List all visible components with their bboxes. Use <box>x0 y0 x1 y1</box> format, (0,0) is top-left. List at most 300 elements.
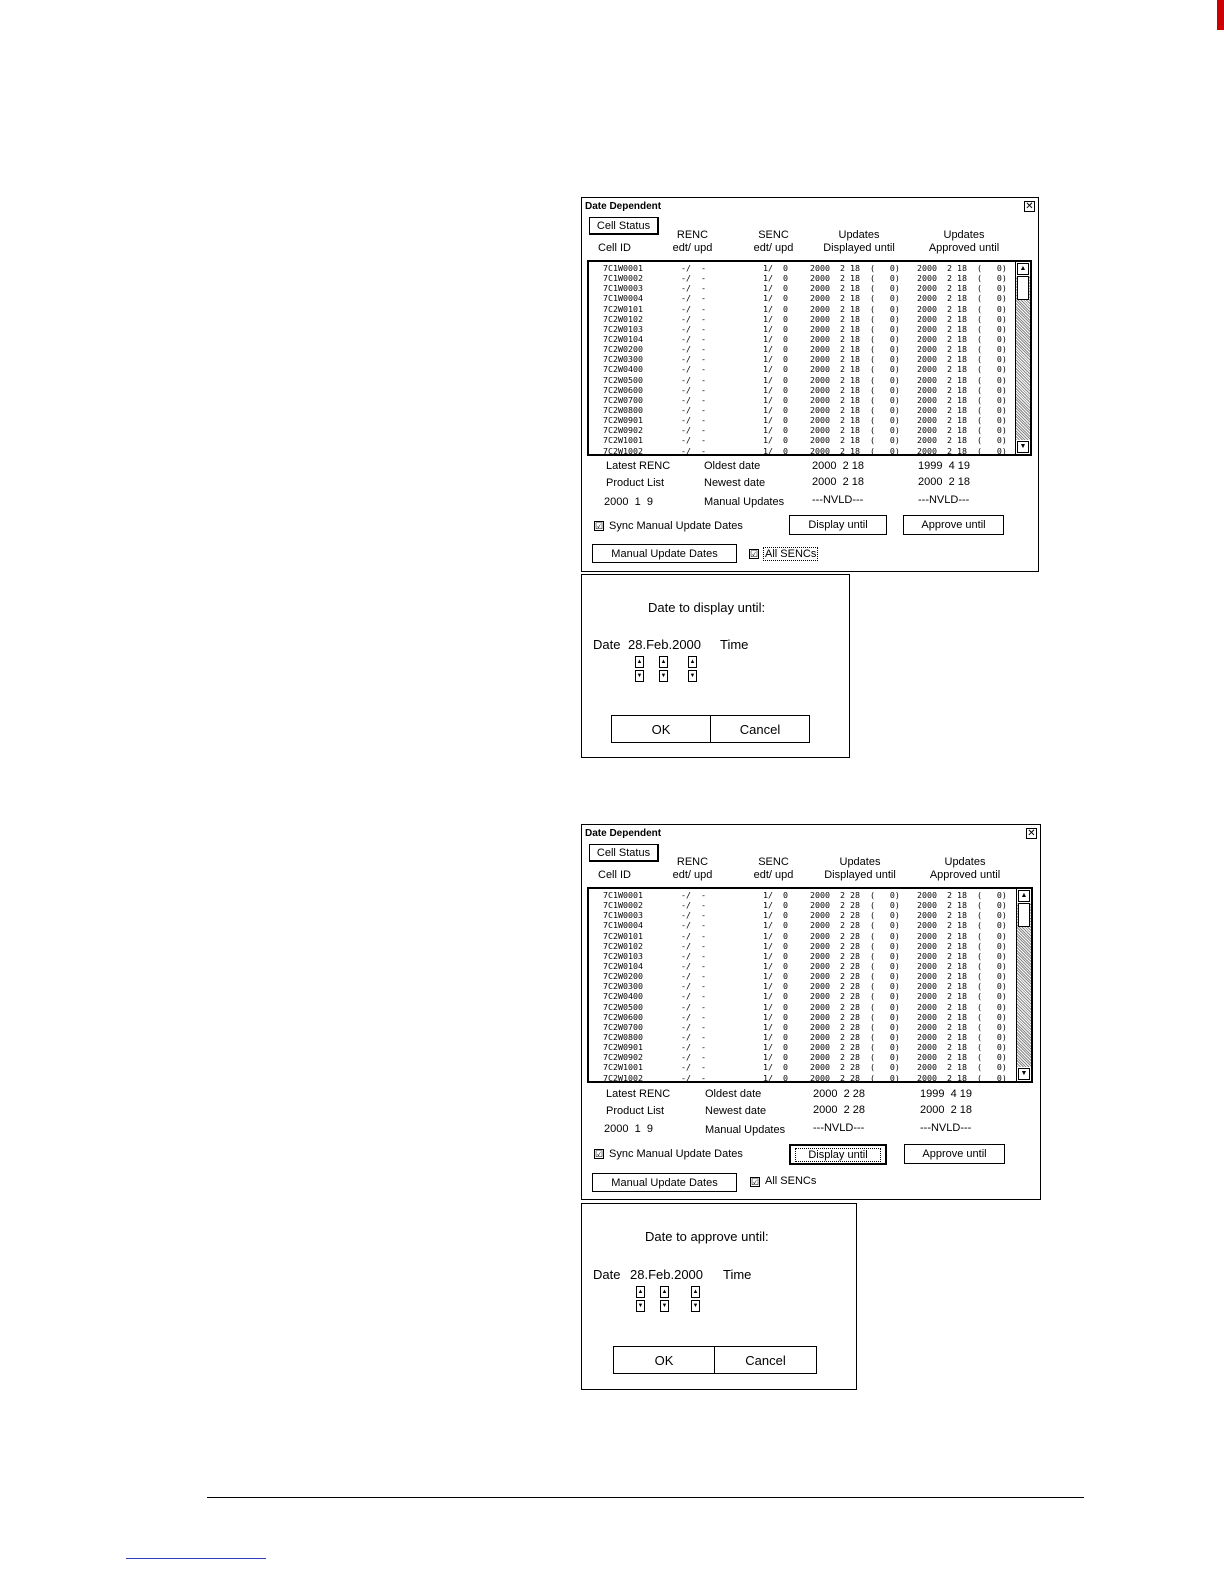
table-row[interactable] <box>589 1062 1018 1072</box>
renc-value: -/ - <box>681 404 706 415</box>
senc-value: 1/ 0 <box>763 900 788 911</box>
day-spinner[interactable] <box>635 656 644 683</box>
approved-until-value: 2000 2 18 ( 0) <box>917 435 1007 446</box>
senc-value: 1/ 0 <box>763 364 788 375</box>
displayed-until-value: 2000 2 18 ( 0) <box>810 354 900 365</box>
scrollbar-track[interactable] <box>1017 903 1031 1067</box>
ok-button[interactable]: OK <box>613 1346 715 1374</box>
cell-id: 7C2W1001 <box>603 1062 643 1073</box>
oldest-approved-value: 1999 4 19 <box>920 1088 972 1100</box>
table-row[interactable] <box>589 971 1018 981</box>
year-spinner[interactable] <box>691 1286 700 1313</box>
senc-value: 1/ 0 <box>763 273 788 284</box>
approved-until-value: 2000 2 18 ( 0) <box>917 1031 1007 1042</box>
cell-id: 7C2W0400 <box>603 364 643 375</box>
displayed-until-value: 2000 2 28 ( 0) <box>810 991 900 1002</box>
displayed-until-value: 2000 2 28 ( 0) <box>810 930 900 941</box>
month-down-icon[interactable]: ▼ <box>660 1300 669 1312</box>
displayed-until-value: 2000 2 18 ( 0) <box>810 415 900 426</box>
day-up-icon[interactable]: ▲ <box>636 1286 645 1298</box>
renc-header-bottom: edt/ upd <box>672 869 713 881</box>
approved-until-value: 2000 2 18 ( 0) <box>917 415 1007 426</box>
footer-rule <box>207 1497 1084 1498</box>
renc-value: -/ - <box>681 354 706 365</box>
table-row[interactable] <box>589 304 1017 314</box>
displayed-until-value: 2000 2 28 ( 0) <box>810 960 900 971</box>
approved-until-value: 2000 2 18 ( 0) <box>917 283 1007 294</box>
cell-id: 7C2W0102 <box>603 313 643 324</box>
approve-until-button[interactable]: Approve until <box>903 515 1004 535</box>
displayed-until-value: 2000 2 18 ( 0) <box>810 445 900 456</box>
table-row[interactable] <box>589 1022 1018 1032</box>
displayed-until-value: 2000 2 18 ( 0) <box>810 374 900 385</box>
scrollbar-track[interactable] <box>1016 276 1030 440</box>
manual-updates-label: Manual Updates <box>704 496 785 508</box>
table-row[interactable] <box>589 314 1017 324</box>
cell-list[interactable] <box>587 887 1033 1083</box>
renc-value: -/ - <box>681 364 706 375</box>
all-sencs-checkbox[interactable]: ☑ <box>751 1177 760 1187</box>
table-row[interactable] <box>589 1073 1018 1083</box>
table-row[interactable] <box>589 263 1017 273</box>
cell-status-button[interactable]: Cell Status <box>589 844 659 862</box>
day-down-icon[interactable]: ▼ <box>635 670 644 682</box>
month-spinner[interactable] <box>659 656 668 683</box>
renc-value: -/ - <box>681 940 706 951</box>
table-row[interactable] <box>589 293 1017 303</box>
cell-id: 7C2W0500 <box>603 1001 643 1012</box>
approved-until-value: 2000 2 18 ( 0) <box>917 920 1007 931</box>
cell-id: 7C2W0901 <box>603 1042 643 1053</box>
time-label: Time <box>720 637 749 652</box>
renc-value: -/ - <box>681 950 706 961</box>
cell-id: 7C2W0800 <box>603 1031 643 1042</box>
approved-until-value: 2000 2 18 ( 0) <box>917 354 1007 365</box>
scrollbar-thumb[interactable] <box>1017 276 1029 300</box>
renc-header <box>670 229 715 255</box>
cancel-button[interactable]: Cancel <box>710 715 810 743</box>
cell-id: 7C2W0104 <box>603 960 643 971</box>
senc-value: 1/ 0 <box>763 354 788 365</box>
oldest-date-label: Oldest date <box>705 1088 762 1100</box>
table-row[interactable] <box>589 900 1018 910</box>
table-row[interactable] <box>589 941 1018 951</box>
renc-header-top: RENC <box>676 856 709 868</box>
senc-value: 1/ 0 <box>763 981 788 992</box>
approved-until-value: 2000 2 18 ( 0) <box>917 313 1007 324</box>
cell-id: 7C2W0101 <box>603 303 643 314</box>
scrollbar-thumb[interactable] <box>1018 903 1030 927</box>
renc-value: -/ - <box>681 1001 706 1012</box>
year-down-icon[interactable]: ▼ <box>688 670 697 682</box>
displayed-until-header <box>814 229 904 255</box>
cell-id: 7C2W0103 <box>603 323 643 334</box>
renc-value: -/ - <box>681 1052 706 1063</box>
product-list-date: 2000 1 9 <box>604 1123 653 1135</box>
date-value: 28.Feb.2000 <box>630 1267 704 1282</box>
senc-value: 1/ 0 <box>763 1031 788 1042</box>
close-icon[interactable]: ✕ <box>1027 828 1036 839</box>
approved-until-value: 2000 2 18 ( 0) <box>917 333 1007 344</box>
displayed-until-value: 2000 2 28 ( 0) <box>810 1011 900 1022</box>
ok-button[interactable]: OK <box>611 715 711 743</box>
approved-until-value: 2000 2 18 ( 0) <box>917 1052 1007 1063</box>
approved-until-value: 2000 2 18 ( 0) <box>917 960 1007 971</box>
senc-value: 1/ 0 <box>763 971 788 982</box>
year-spinner[interactable] <box>688 656 697 683</box>
date-value: 28.Feb.2000 <box>628 637 702 652</box>
cell-id: 7C2W0400 <box>603 991 643 1002</box>
senc-value: 1/ 0 <box>763 415 788 426</box>
displayed-until-value: 2000 2 28 ( 0) <box>810 1001 900 1012</box>
table-row[interactable] <box>589 354 1017 364</box>
cell-id: 7C1W0004 <box>603 293 643 304</box>
approved-until-value: 2000 2 18 ( 0) <box>917 991 1007 1002</box>
senc-value: 1/ 0 <box>763 910 788 921</box>
displayed-until-value: 2000 2 28 ( 0) <box>810 1042 900 1053</box>
senc-header-bottom: edt/ upd <box>753 242 794 254</box>
approved-until-value: 2000 2 18 ( 0) <box>917 293 1007 304</box>
table-row[interactable] <box>589 961 1018 971</box>
senc-value: 1/ 0 <box>763 920 788 931</box>
displayed-until-value: 2000 2 28 ( 0) <box>810 971 900 982</box>
manual-displayed-value: ---NVLD--- <box>813 1122 865 1134</box>
renc-value: -/ - <box>681 445 706 456</box>
displayed-until-value: 2000 2 18 ( 0) <box>810 384 900 395</box>
renc-value: -/ - <box>681 890 706 900</box>
approved-until-value: 2000 2 18 ( 0) <box>917 273 1007 284</box>
approved-until-value: 2000 2 18 ( 0) <box>917 971 1007 982</box>
oldest-date-label: Oldest date <box>704 460 761 472</box>
approved-until-header <box>921 856 1009 882</box>
table-row[interactable] <box>589 425 1017 435</box>
close-icon[interactable]: ✕ <box>1025 201 1034 212</box>
approved-until-value: 2000 2 18 ( 0) <box>917 303 1007 314</box>
cell-id: 7C2W0101 <box>603 930 643 941</box>
table-row[interactable] <box>589 1052 1018 1062</box>
senc-value: 1/ 0 <box>763 263 788 273</box>
approved-until-value: 2000 2 18 ( 0) <box>917 394 1007 405</box>
senc-value: 1/ 0 <box>763 404 788 415</box>
senc-value: 1/ 0 <box>763 323 788 334</box>
renc-value: -/ - <box>681 1031 706 1042</box>
approved-until-value: 2000 2 18 ( 0) <box>917 404 1007 415</box>
scroll-up-icon[interactable]: ▲ <box>1017 263 1029 275</box>
renc-value: -/ - <box>681 333 706 344</box>
approved-until-value: 2000 2 18 ( 0) <box>917 910 1007 921</box>
displayed-until-value: 2000 2 28 ( 0) <box>810 910 900 921</box>
approved-until-value: 2000 2 18 ( 0) <box>917 1042 1007 1053</box>
senc-header-top: SENC <box>758 229 789 241</box>
cell-id-header: Cell ID <box>598 869 632 881</box>
displayed-until-value: 2000 2 18 ( 0) <box>810 313 900 324</box>
table-row[interactable] <box>589 375 1017 385</box>
month-up-icon[interactable]: ▲ <box>659 656 668 668</box>
manual-displayed-value: ---NVLD--- <box>812 494 864 506</box>
scroll-down-icon[interactable]: ▼ <box>1018 1068 1030 1080</box>
table-row[interactable] <box>589 344 1017 354</box>
cell-status-button[interactable]: Cell Status <box>589 217 659 235</box>
displayed-until-value: 2000 2 18 ( 0) <box>810 435 900 446</box>
displayed-header-top: Updates <box>838 229 880 241</box>
table-row[interactable] <box>589 910 1018 920</box>
renc-value: -/ - <box>681 1072 706 1083</box>
cell-list[interactable] <box>587 260 1032 456</box>
table-row[interactable] <box>589 1002 1018 1012</box>
table-row[interactable] <box>589 931 1018 941</box>
manual-approved-value: ---NVLD--- <box>920 1122 972 1134</box>
cell-id: 7C2W0800 <box>603 404 643 415</box>
senc-value: 1/ 0 <box>763 344 788 355</box>
day-down-icon[interactable]: ▼ <box>636 1300 645 1312</box>
displayed-header-bottom: Displayed until <box>824 869 896 881</box>
displayed-until-value: 2000 2 18 ( 0) <box>810 425 900 436</box>
approved-until-value: 2000 2 18 ( 0) <box>917 900 1007 911</box>
cell-id: 7C1W0001 <box>603 890 643 900</box>
product-list-label: Product List <box>606 1105 665 1117</box>
window-title: Date Dependent <box>585 201 662 212</box>
scrollbar[interactable] <box>1015 262 1030 454</box>
table-row[interactable] <box>589 951 1018 961</box>
date-dependent-window-2 <box>581 824 1041 1200</box>
senc-value: 1/ 0 <box>763 293 788 304</box>
newest-displayed-value: 2000 2 18 <box>812 476 864 488</box>
renc-value: -/ - <box>681 323 706 334</box>
table-row[interactable] <box>589 1032 1018 1042</box>
footer-link-underline <box>126 1558 266 1559</box>
displayed-until-value: 2000 2 18 ( 0) <box>810 303 900 314</box>
sync-checkbox[interactable]: ☑ <box>595 521 604 531</box>
year-down-icon[interactable]: ▼ <box>691 1300 700 1312</box>
display-until-dialog <box>581 574 850 758</box>
date-label: Date <box>593 1267 621 1282</box>
approved-until-value: 2000 2 18 ( 0) <box>917 425 1007 436</box>
table-row[interactable] <box>589 334 1017 344</box>
table-row[interactable] <box>589 435 1017 445</box>
displayed-until-value: 2000 2 28 ( 0) <box>810 900 900 911</box>
day-up-icon[interactable]: ▲ <box>635 656 644 668</box>
renc-value: -/ - <box>681 1042 706 1053</box>
cell-id: 7C2W0700 <box>603 1021 643 1032</box>
table-row[interactable] <box>589 385 1017 395</box>
month-spinner[interactable] <box>660 1286 669 1313</box>
renc-value: -/ - <box>681 273 706 284</box>
cell-id: 7C2W0200 <box>603 971 643 982</box>
table-row[interactable] <box>589 890 1018 900</box>
renc-value: -/ - <box>681 394 706 405</box>
table-row[interactable] <box>589 283 1017 293</box>
senc-value: 1/ 0 <box>763 930 788 941</box>
approved-until-value: 2000 2 18 ( 0) <box>917 344 1007 355</box>
approved-header-top: Updates <box>944 856 986 868</box>
approved-until-value: 2000 2 18 ( 0) <box>917 323 1007 334</box>
oldest-displayed-value: 2000 2 18 <box>812 460 864 472</box>
senc-value: 1/ 0 <box>763 313 788 324</box>
dialog-title: Date to display until: <box>648 600 766 615</box>
date-label: Date <box>593 637 621 652</box>
senc-value: 1/ 0 <box>763 1021 788 1032</box>
approved-until-value: 2000 2 18 ( 0) <box>917 1072 1007 1083</box>
approved-until-value: 2000 2 18 ( 0) <box>917 263 1007 273</box>
all-sencs-label: All SENCs <box>765 1175 817 1187</box>
cell-id: 7C2W0901 <box>603 415 643 426</box>
renc-value: -/ - <box>681 435 706 446</box>
approved-header-bottom: Approved until <box>928 242 1000 254</box>
senc-value: 1/ 0 <box>763 940 788 951</box>
cell-id: 7C2W0700 <box>603 394 643 405</box>
displayed-header-top: Updates <box>839 856 881 868</box>
cell-id: 7C1W0002 <box>603 900 643 911</box>
approved-until-header <box>920 229 1008 255</box>
cell-id: 7C1W0003 <box>603 283 643 294</box>
table-row[interactable] <box>589 446 1017 456</box>
renc-value: -/ - <box>681 344 706 355</box>
cell-id: 7C2W0300 <box>603 981 643 992</box>
approved-until-value: 2000 2 18 ( 0) <box>917 384 1007 395</box>
cell-id: 7C2W0600 <box>603 1011 643 1022</box>
senc-value: 1/ 0 <box>763 1072 788 1083</box>
renc-value: -/ - <box>681 960 706 971</box>
table-row[interactable] <box>589 273 1017 283</box>
page-edge-marker <box>1217 0 1224 30</box>
senc-value: 1/ 0 <box>763 445 788 456</box>
senc-value: 1/ 0 <box>763 384 788 395</box>
senc-value: 1/ 0 <box>763 283 788 294</box>
latest-renc-label: Latest RENC <box>606 460 671 472</box>
cell-id-header: Cell ID <box>598 242 632 254</box>
displayed-until-value: 2000 2 18 ( 0) <box>810 263 900 273</box>
cancel-button[interactable]: Cancel <box>714 1346 817 1374</box>
manual-updates-label: Manual Updates <box>705 1124 786 1136</box>
senc-value: 1/ 0 <box>763 1011 788 1022</box>
approved-header-bottom: Approved until <box>929 869 1001 881</box>
displayed-until-value: 2000 2 18 ( 0) <box>810 394 900 405</box>
newest-displayed-value: 2000 2 28 <box>813 1104 865 1116</box>
year-up-icon[interactable]: ▲ <box>688 656 697 668</box>
display-until-button[interactable]: Display until <box>789 515 887 535</box>
senc-value: 1/ 0 <box>763 374 788 385</box>
approved-until-value: 2000 2 18 ( 0) <box>917 1021 1007 1032</box>
senc-value: 1/ 0 <box>763 890 788 900</box>
approved-until-value: 2000 2 18 ( 0) <box>917 374 1007 385</box>
time-label: Time <box>723 1267 752 1282</box>
renc-value: -/ - <box>681 981 706 992</box>
displayed-header-bottom: Displayed until <box>823 242 895 254</box>
day-spinner[interactable] <box>636 1286 645 1313</box>
renc-value: -/ - <box>681 1062 706 1073</box>
approved-until-value: 2000 2 18 ( 0) <box>917 940 1007 951</box>
year-up-icon[interactable]: ▲ <box>691 1286 700 1298</box>
table-row[interactable] <box>589 1042 1018 1052</box>
cell-id: 7C2W1002 <box>603 445 643 456</box>
table-row[interactable] <box>589 1012 1018 1022</box>
displayed-until-value: 2000 2 28 ( 0) <box>810 890 900 900</box>
table-row[interactable] <box>589 415 1017 425</box>
sync-checkbox[interactable]: ☑ <box>595 1149 604 1159</box>
manual-update-dates-button[interactable]: Manual Update Dates <box>592 544 737 563</box>
renc-value: -/ - <box>681 283 706 294</box>
displayed-until-value: 2000 2 28 ( 0) <box>810 1062 900 1073</box>
approve-until-dialog <box>581 1203 857 1390</box>
month-up-icon[interactable]: ▲ <box>660 1286 669 1298</box>
cell-id: 7C2W1001 <box>603 435 643 446</box>
table-row[interactable] <box>589 981 1018 991</box>
renc-value: -/ - <box>681 971 706 982</box>
table-row[interactable] <box>589 991 1018 1001</box>
table-row[interactable] <box>589 405 1017 415</box>
renc-value: -/ - <box>681 263 706 273</box>
approved-header-top: Updates <box>943 229 985 241</box>
table-row[interactable] <box>589 920 1018 930</box>
dialog-title: Date to approve until: <box>645 1229 769 1244</box>
renc-value: -/ - <box>681 991 706 1002</box>
renc-value: -/ - <box>681 1021 706 1032</box>
displayed-until-value: 2000 2 28 ( 0) <box>810 1021 900 1032</box>
renc-value: -/ - <box>681 930 706 941</box>
scroll-up-icon[interactable]: ▲ <box>1018 890 1030 902</box>
manual-update-dates-button[interactable]: Manual Update Dates <box>592 1173 737 1192</box>
oldest-approved-value: 1999 4 19 <box>918 460 970 472</box>
cell-id: 7C2W0200 <box>603 344 643 355</box>
cell-id: 7C1W0001 <box>603 263 643 273</box>
display-until-button[interactable] <box>789 1144 887 1165</box>
sync-label: Sync Manual Update Dates <box>609 1148 743 1160</box>
senc-value: 1/ 0 <box>763 950 788 961</box>
displayed-until-value: 2000 2 28 ( 0) <box>810 1072 900 1083</box>
scrollbar[interactable] <box>1016 889 1031 1081</box>
cell-id: 7C2W0103 <box>603 950 643 961</box>
all-sencs-checkbox[interactable]: ☑ <box>750 549 759 559</box>
newest-date-label: Newest date <box>704 477 766 489</box>
senc-value: 1/ 0 <box>763 1001 788 1012</box>
displayed-until-value: 2000 2 28 ( 0) <box>810 1031 900 1042</box>
senc-value: 1/ 0 <box>763 1042 788 1053</box>
displayed-until-value: 2000 2 28 ( 0) <box>810 950 900 961</box>
senc-value: 1/ 0 <box>763 991 788 1002</box>
renc-value: -/ - <box>681 415 706 426</box>
displayed-until-value: 2000 2 18 ( 0) <box>810 344 900 355</box>
renc-header <box>670 856 715 882</box>
date-dependent-window-1 <box>581 197 1039 572</box>
renc-value: -/ - <box>681 303 706 314</box>
senc-value: 1/ 0 <box>763 394 788 405</box>
displayed-until-value: 2000 2 18 ( 0) <box>810 364 900 375</box>
renc-header-bottom: edt/ upd <box>672 242 713 254</box>
renc-value: -/ - <box>681 910 706 921</box>
cell-list-rows <box>589 890 1018 1083</box>
senc-value: 1/ 0 <box>763 1052 788 1063</box>
table-row[interactable] <box>589 395 1017 405</box>
senc-header-bottom: edt/ upd <box>753 869 794 881</box>
display-until-button-label: Display until <box>795 1148 880 1162</box>
renc-value: -/ - <box>681 374 706 385</box>
scroll-down-icon[interactable]: ▼ <box>1017 441 1029 453</box>
displayed-until-value: 2000 2 28 ( 0) <box>810 981 900 992</box>
sync-label: Sync Manual Update Dates <box>609 520 743 532</box>
senc-value: 1/ 0 <box>763 425 788 436</box>
approved-until-value: 2000 2 18 ( 0) <box>917 364 1007 375</box>
table-row[interactable] <box>589 324 1017 334</box>
approved-until-value: 2000 2 18 ( 0) <box>917 890 1007 900</box>
senc-value: 1/ 0 <box>763 333 788 344</box>
month-down-icon[interactable]: ▼ <box>659 670 668 682</box>
approve-until-button[interactable]: Approve until <box>904 1144 1005 1164</box>
newest-approved-value: 2000 2 18 <box>920 1104 972 1116</box>
displayed-until-value: 2000 2 28 ( 0) <box>810 920 900 931</box>
table-row[interactable] <box>589 364 1017 374</box>
manual-approved-value: ---NVLD--- <box>918 494 970 506</box>
cell-id: 7C2W1002 <box>603 1072 643 1083</box>
